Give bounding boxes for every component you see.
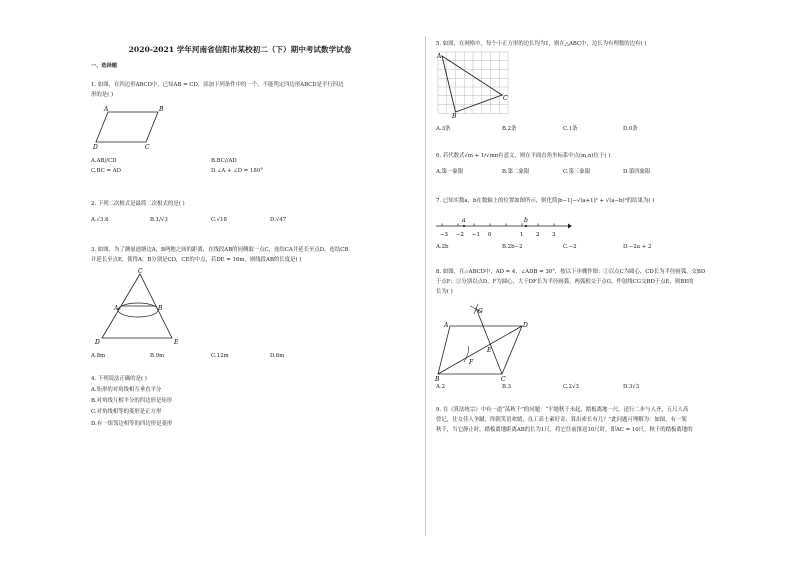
point-a-label: a <box>462 217 466 224</box>
question-3-option-c[interactable]: C.12m <box>211 353 229 359</box>
label-a: A <box>437 53 442 60</box>
question-5-option-c[interactable]: C.1条 <box>563 126 578 132</box>
question-1-option-c[interactable]: C.BC = AD <box>91 168 121 174</box>
question-7-option-d[interactable]: D.−2a + 2 <box>623 244 652 250</box>
tick-label-0: 0 <box>488 232 492 238</box>
question-3-figure <box>90 266 186 348</box>
question-1-line-1: 1. 如图，在四边形ABCD中，已知AB = CD，添加下列条件中的一个，不能判定四边形ABCD是平行四边 <box>91 82 344 88</box>
tick-label-minus-3: −3 <box>440 232 448 238</box>
section-heading: 一、选择题 <box>91 63 117 69</box>
question-8-option-d[interactable]: D.3√3 <box>623 384 640 390</box>
label-b: B <box>435 376 440 382</box>
question-1-option-a[interactable]: A.AB//CD <box>91 158 117 164</box>
tick-label-3: 3 <box>552 232 556 238</box>
pond-outline <box>118 303 158 317</box>
question-6-option-d[interactable]: D.第四象限 <box>623 169 651 175</box>
question-6-option-b[interactable]: B.第二象限 <box>502 169 530 175</box>
question-1-stem <box>91 80 421 100</box>
question-5-stem: 5. 如图，在网格中，每个小正方形的边长均为1，则在△ABC中，边长为有理数的边有( ) <box>436 41 647 47</box>
column-divider <box>425 36 426 536</box>
label-b: B <box>452 113 457 118</box>
question-6-option-a[interactable]: A.第一象限 <box>436 169 464 175</box>
number-line-figure <box>434 216 574 240</box>
arc-f <box>464 346 469 362</box>
question-8-option-a[interactable]: A.2 <box>436 384 446 390</box>
question-2-option-a[interactable]: A.√3.6 <box>91 217 109 223</box>
question-9-line-2: 曾记，仕女佳人争蹴，终朝笑语欢嬉，良工高士素好奇，算出索长有几？”此问题可理解为：如图，有一架 <box>436 417 687 423</box>
question-9-line-3: 秋千，当它静止时，踏板离地距离AB的长为1尺，将它往前推送10尺时，即AC = 10尺，秋千的踏板离地的 <box>436 427 693 433</box>
label-c: C <box>138 268 143 275</box>
label-c: C <box>503 95 508 102</box>
question-3-option-d[interactable]: D.6m <box>270 353 285 359</box>
question-7-option-c[interactable]: C.−2 <box>563 244 577 250</box>
exam-title: 2020-2021 学年河南省信阳市某校初二（下）期中考试数学试卷 <box>128 45 352 54</box>
question-8-stem <box>436 267 781 297</box>
tick-label-minus-2: −2 <box>456 232 464 238</box>
question-9-stem <box>436 405 781 435</box>
question-5-option-a[interactable]: A.3条 <box>436 126 451 132</box>
question-1-line-2: 形的是( ) <box>91 92 114 98</box>
label-a: A <box>114 305 119 312</box>
question-6-option-c[interactable]: C.第三象限 <box>563 169 591 175</box>
label-g: G <box>478 308 483 315</box>
tick-label-minus-1: −1 <box>472 232 480 238</box>
label-c: C <box>145 144 150 150</box>
question-1-figure <box>92 104 172 150</box>
label-d: D <box>93 144 98 150</box>
tick-label-1: 1 <box>520 232 524 238</box>
question-1-option-d[interactable]: D.∠A + ∠D = 180° <box>211 168 263 174</box>
axis-arrow-icon <box>568 224 572 229</box>
label-f: F <box>469 359 474 366</box>
question-2-option-c[interactable]: C.√18 <box>211 217 227 223</box>
question-8-option-b[interactable]: B.3 <box>502 384 512 390</box>
label-b: B <box>158 305 163 312</box>
label-c: C <box>501 376 506 382</box>
tick-label-2: 2 <box>536 232 540 238</box>
question-8-line-1: 8. 如图，在▱ABCD中，AD = 4，∠ADB = 30°，按以下步骤作图：①以点C为圆心，CD长为半径画弧，交BD <box>436 269 706 275</box>
question-3-option-a[interactable]: A.8m <box>91 353 106 359</box>
question-1-option-b[interactable]: B.BC//AD <box>211 158 237 164</box>
parallelogram-abcd <box>96 112 158 142</box>
question-4-option-c[interactable]: C.对角线相等的菱形是正方形 <box>91 409 162 415</box>
label-d: D <box>523 322 528 329</box>
question-8-option-c[interactable]: C.2√3 <box>563 384 579 390</box>
label-b: B <box>159 106 164 113</box>
ray-cg <box>476 308 502 374</box>
question-4-option-b[interactable]: B.对角线互相平分的四边形是矩形 <box>91 398 173 404</box>
label-a: A <box>104 106 109 113</box>
question-9-line-1: 9. 在《算法统宗》中有一道“荡秋千”的问题：“平地秋千未起，踏板离地一尺，送行二步与人齐，五尺人高 <box>436 407 689 413</box>
question-4-option-d[interactable]: D.有一组邻边相等的四边形是菱形 <box>91 421 173 427</box>
diagonal-bd <box>438 326 522 374</box>
question-4-stem: 4. 下列说法正确的是( ) <box>91 376 147 382</box>
label-a: A <box>444 322 449 329</box>
question-3-option-b[interactable]: B.9m <box>150 353 165 359</box>
point-b-marker <box>525 225 527 227</box>
label-e: E <box>487 347 492 354</box>
question-6-stem: 6. 若代数式√m + 1/√mn有意义，则在平面直角坐标系中点(m,n)位于( ) <box>436 153 611 159</box>
question-3-stem <box>91 245 421 265</box>
question-3-line-1: 3. 如图，为了测量池塘边A，B两地之间的距离，在线段AB的同侧取一点C，连结CA并延长至点D，连结CB <box>91 247 349 253</box>
question-7-stem: 7. 已知实数a，b在数轴上的位置如图所示，则化简|b−1|−√(a+1)² + √(a−b)²的结果为( ) <box>436 198 655 204</box>
question-5-option-d[interactable]: D.0条 <box>623 126 638 132</box>
label-d: D <box>95 339 100 346</box>
question-8-line-2: 于点F；②分别以点D，F为圆心，大于DF长为半径画弧，两弧相交于点G，作射线CG交BD于点E，则BE的 <box>436 279 694 285</box>
question-8-line-3: 长为( ) <box>436 289 453 295</box>
question-3-line-2: 并延长至点E，使得A，B分别是CD，CE的中点，若DE = 16m，则线段AB的长度是( ) <box>91 257 302 263</box>
question-8-figure <box>434 302 534 382</box>
question-5-option-b[interactable]: B.2条 <box>502 126 517 132</box>
question-7-option-a[interactable]: A.2b <box>436 244 449 250</box>
label-e: E <box>174 339 179 346</box>
question-2-option-b[interactable]: B.1/√3 <box>150 217 168 223</box>
triangle-abc <box>442 56 502 112</box>
question-4-option-a[interactable]: A.矩形的对角线相互垂直平分 <box>91 387 162 393</box>
question-2-option-d[interactable]: D.√47 <box>270 217 287 223</box>
question-2-stem: 2. 下列二次根式是最简二次根式的是( ) <box>91 201 185 207</box>
question-7-option-b[interactable]: B.2b−2 <box>502 244 523 250</box>
point-b-label: b <box>524 217 528 224</box>
point-a-marker <box>463 225 465 227</box>
question-5-figure <box>436 50 512 118</box>
